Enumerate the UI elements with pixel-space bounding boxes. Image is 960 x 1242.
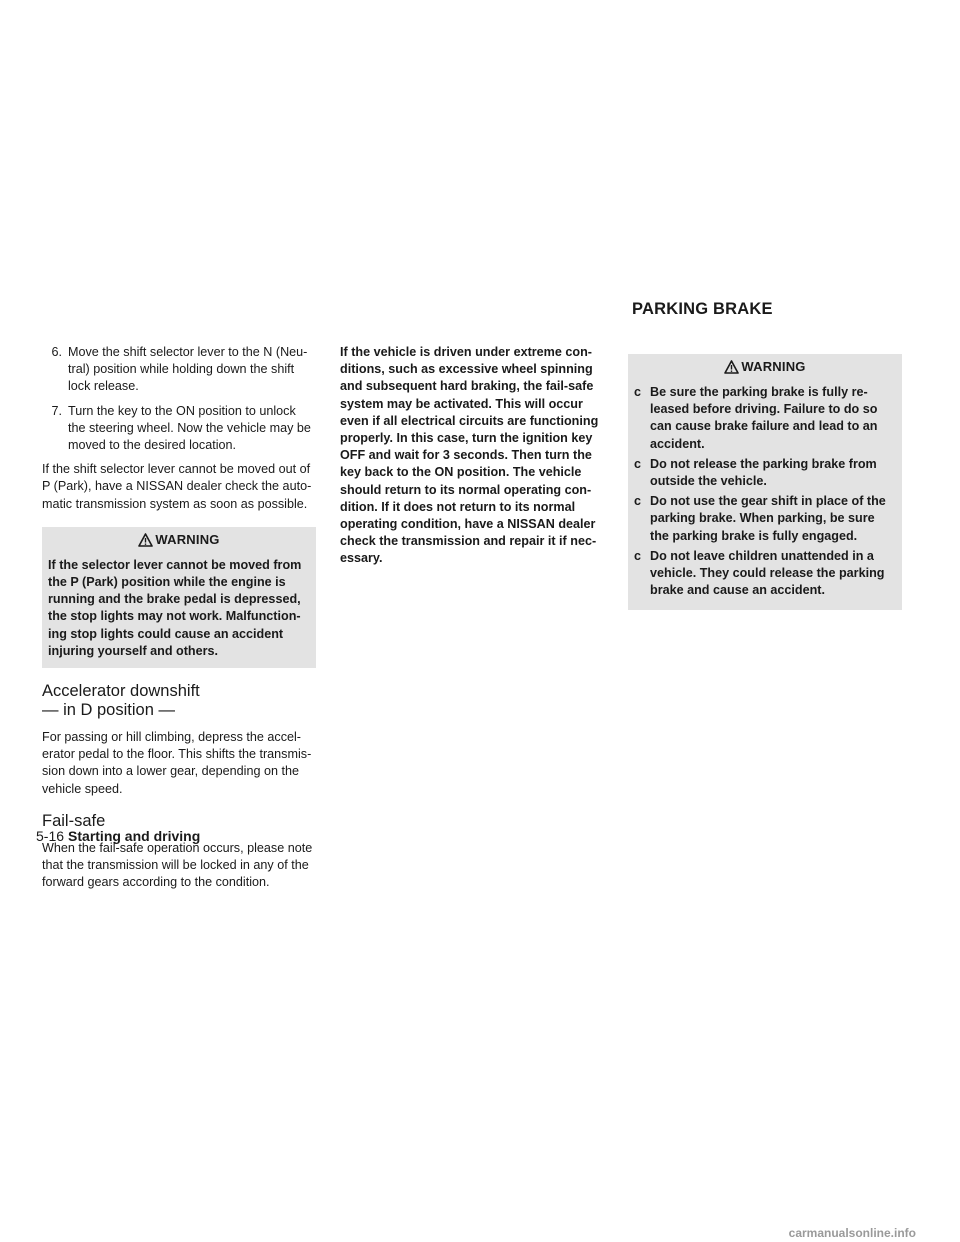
- warning-header: [628, 354, 902, 380]
- warning-icon: [138, 533, 153, 547]
- warning-label: WARNING: [155, 532, 220, 548]
- bullet-text: Do not leave children unattended in a vehicle. They could release the parking brake and cause an accident.: [650, 548, 885, 598]
- list-item: [634, 384, 896, 453]
- item-number: 7.: [51, 403, 62, 418]
- warning-label: WARNING: [741, 359, 806, 375]
- section-heading: PARKING BRAKE: [632, 300, 773, 318]
- bullet-icon: c: [634, 494, 642, 509]
- chapter-title: Starting and driving: [68, 828, 201, 844]
- list-item: [42, 344, 316, 396]
- page-number: 5-16: [36, 828, 65, 844]
- item-text: Turn the key to the ON position to unlock the steering wheel. Now the vehicle may be moved to the desired location.: [68, 403, 311, 453]
- paragraph: If the shift selector lever cannot be moved out of P (Park), have a NISSAN dealer check the auto-matic transmission system as soon as possible.: [42, 462, 312, 511]
- bullet-text: Be sure the parking brake is fully re-leased before driving. Failure to do so can cause brake failure and lead to an accident.: [650, 385, 878, 451]
- list-item: [634, 548, 896, 600]
- column-1: [42, 344, 316, 898]
- list-item: [42, 403, 316, 455]
- paragraph: When the fail-safe operation occurs, please note that the transmission will be locked in any of the forward gears according to the condition.: [42, 840, 313, 890]
- watermark: carmanualsonline.info: [788, 1226, 916, 1240]
- bullet-icon: c: [634, 548, 642, 563]
- bullet-text: Do not use the gear shift in place of the parking brake. When parking, be sure the parking brake is fully engaged.: [650, 494, 886, 543]
- item-number: 6.: [51, 345, 62, 359]
- heading-line: — in D position —: [42, 701, 175, 720]
- heading-line: Accelerator downshift: [42, 682, 200, 701]
- item-text: Move the shift selector lever to the N (Neu-tral) position while holding down the shift lock release.: [68, 345, 308, 394]
- warning-list: [628, 380, 902, 606]
- warning-text: If the selector lever cannot be moved from the P (Park) position while the engine is running and the brake pedal is depressed, the stop lights may not work. Malfunction-ing stop lights could cause an accident injuring yourself and others.: [48, 557, 302, 658]
- heading-accelerator-downshift: [42, 682, 316, 720]
- warning-box: [628, 354, 902, 610]
- column-2: [340, 344, 614, 568]
- warning-icon: [724, 360, 739, 374]
- warning-header: [42, 527, 316, 553]
- list-item: [634, 493, 896, 545]
- bullet-icon: c: [634, 385, 642, 399]
- page-footer: [36, 828, 200, 844]
- paragraph: If the vehicle is driven under extreme con-ditions, such as excessive wheel spinning and subsequent hard braking, the fail-safe system may be activated. This will occur even if all electrical circuits are functioning properly. In this case, turn the ignition key OFF and wait for 3 seconds. Then turn the key back to the ON position. The vehicle should return to its normal operating con-dition. If it does not return to its normal operating condition, have a NISSAN dealer check the transmission and repair it if nec-essary.: [340, 345, 599, 566]
- bullet-icon: c: [634, 456, 642, 471]
- list-item: [634, 456, 896, 490]
- column-3: [628, 344, 902, 610]
- heading-fail-safe: Fail-safe: [42, 811, 106, 830]
- bullet-text: Do not release the parking brake from outside the vehicle.: [650, 456, 877, 489]
- warning-box: [42, 527, 316, 668]
- paragraph: For passing or hill climbing, depress the accel-erator pedal to the floor. This shifts the transmis-sion down into a lower gear, depending on the vehicle speed.: [42, 730, 312, 796]
